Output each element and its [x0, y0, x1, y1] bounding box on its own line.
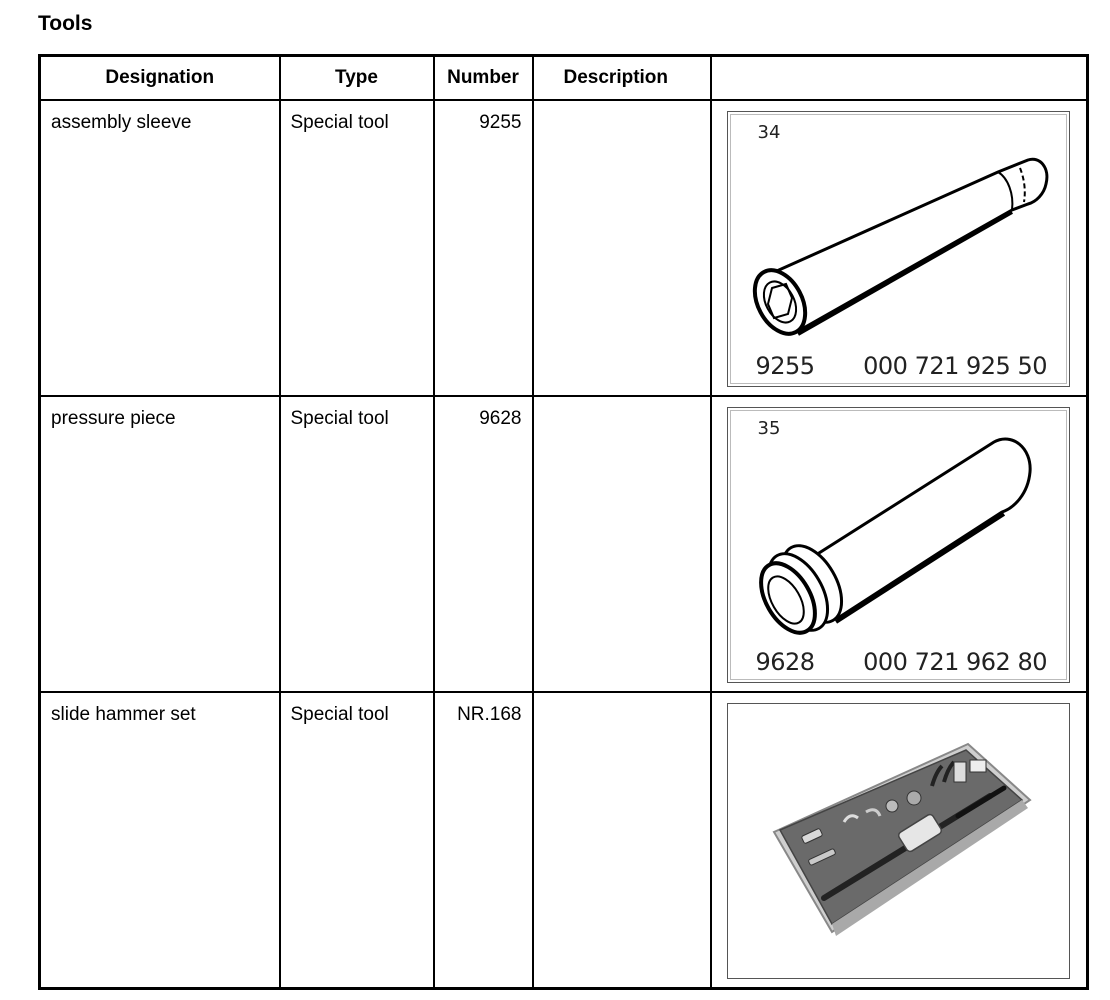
slide-hammer-case-icon	[728, 704, 1072, 980]
column-header-image	[711, 56, 1088, 100]
description-cell	[533, 692, 711, 988]
table-row	[40, 692, 1088, 988]
number-cell: 9628	[434, 396, 533, 692]
pressure-piece-icon	[728, 408, 1072, 684]
assembly-sleeve-drawing	[727, 111, 1071, 387]
designation-cell: pressure piece	[40, 396, 280, 692]
figure-index: 35	[757, 417, 781, 439]
table-row	[40, 396, 1088, 692]
column-header-description: Description	[533, 56, 711, 100]
column-header-type: Type	[280, 56, 434, 100]
type-cell: Special tool	[280, 100, 434, 396]
figure-part-number: 000 721 925 50	[863, 351, 1047, 380]
designation-cell: assembly sleeve	[40, 100, 280, 396]
number-cell: NR.168	[434, 692, 533, 988]
type-cell: Special tool	[280, 396, 434, 692]
description-cell	[533, 100, 711, 396]
figure-tool-number: 9255	[755, 351, 815, 380]
image-cell	[711, 100, 1088, 396]
table-header-row	[40, 56, 1088, 100]
figure-part-number: 000 721 962 80	[863, 647, 1047, 676]
image-cell	[711, 396, 1088, 692]
description-cell	[533, 396, 711, 692]
designation-cell: slide hammer set	[40, 692, 280, 988]
table-row	[40, 100, 1088, 396]
assembly-sleeve-icon	[728, 112, 1072, 388]
figure-tool-number: 9628	[755, 647, 815, 676]
type-cell: Special tool	[280, 692, 434, 988]
column-header-number: Number	[434, 56, 533, 100]
pressure-piece-drawing	[727, 407, 1071, 683]
page-title: Tools	[38, 12, 93, 35]
tools-table	[38, 54, 1089, 990]
image-cell	[711, 692, 1088, 988]
number-cell: 9255	[434, 100, 533, 396]
figure-index: 34	[757, 121, 781, 143]
column-header-designation: Designation	[40, 56, 280, 100]
slide-hammer-set-photo	[727, 703, 1071, 979]
